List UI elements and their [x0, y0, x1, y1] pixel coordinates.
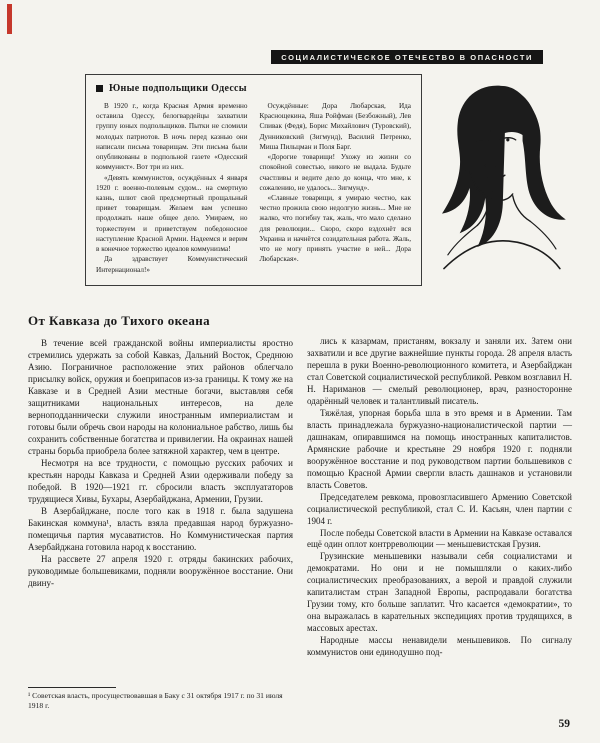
running-header: СОЦИАЛИСТИЧЕСКОЕ ОТЕЧЕСТВО В ОПАСНОСТИ: [271, 50, 543, 64]
page-number: 59: [558, 718, 570, 730]
paragraph: Несмотря на все трудности, с помощью русских рабочих и крестьян народы Кавказа и Средней Азии одерживали победу за победой. В 1920—1921 гг. сбросили власть эксплуататоров трудящиеся Хивы, Бухары, Азербайджана, Армении, Грузии.: [28, 457, 293, 504]
box-column-left: [96, 101, 248, 275]
paragraph: Председателем ревкома, провозгласившего Армению Советской социалистической республикой, стал С. И. Касьян, член партии с 1904 г.: [307, 491, 572, 526]
paragraph: После победы Советской власти в Армении на Кавказе оставался ещё один оплот контрреволюции — меньшевистская Грузия.: [307, 527, 572, 550]
paragraph: Осуждённые: Дора Любарская, Ида Краснощекина, Яша Ройфман (Безбожный), Лев Спивак (Федя), Борис Михайлович (Туровский), Дунниковский (Зигмунд), Василий Петренко, Миша Пильцман и Поля Барг.: [259, 102, 411, 151]
paragraph: В течение всей гражданской войны империалисты яростно стремились удержать за собой Кавказ, Дальний Восток, Среднюю Азию. Пограничное расположение этих районов облегчало присылку войск, оружия и боеприпасов из-за границы. К тому же на Кавказе и в Средней Азии местные богачи, выставляя себя защитниками национальных интересов, на деле верноподданнически служили иностранным империалистам и готовы были обречь свои народы на колониальное рабство, лишь бы сохранить собственные богатства и привилегии. На окраинах нашей страны борьба приобрела более затяжной характер, чем в центре.: [28, 338, 293, 456]
footnote-rule: [28, 687, 116, 688]
square-bullet-icon: [96, 85, 103, 92]
main-text-area: [28, 312, 572, 712]
paragraph: В 1920 г., когда Красная Армия временно оставила Одессу, белогвардейцы захватили группу юных подпольщиков. Пытки не сломили молодых патриотов. В ночь перед казнью они написали письма товарищам. Эти письма были опубликованы в подпольной газете «Одесский коммунист». Вот три из них.: [96, 102, 248, 172]
box-title-row: [96, 83, 411, 94]
box-title: Юные подпольщики Одессы: [109, 83, 247, 94]
paragraph: «Дорогие товарищи! Ухожу из жизни со спокойной совестью, никого не выдала. Будьте счастливы и ведите дело до конца, что мне, к сожалению, не удалось... Зигмунд».: [259, 153, 411, 192]
paragraph: Народные массы ненавидели меньшевиков. По сигналу коммунистов они единодушно под-: [307, 635, 572, 658]
paragraph: Да здравствует Коммунистический Интернационал!»: [96, 255, 248, 274]
paragraph: Грузинские меньшевики называли себя социалистами и демократами. Но они и не помышляли о каких-либо социалистических преобразованиях, а верой и правдой служили капиталистам стран Западной Европы, распродавали богатства Грузии тому, кто больше заплатит. Что касается «демократии», то она выражалась в карательных экспедициях против трудящихся, в массовых арестах.: [307, 551, 572, 634]
paragraph: Тяжёлая, упорная борьба шла в это время и в Армении. Там власть принадлежала буржуазно-националистической партии — дашнакам, опиравшимся на помощь иностранных капиталистов. Армянские рабочие и крестьяне 29 ноября 1920 г. подняли вооружённое восстание и под руководством партии большевиков с помощью Красной Армии свергли власть дашнаков и установили власть Советов.: [307, 407, 572, 490]
footnote-text: ¹ Советская власть, просуществовавшая в Баку с 31 октября 1917 г. по 31 июля 1918 г.: [28, 690, 283, 711]
paragraph: лись к казармам, пристаням, вокзалу и заняли их. Затем они захватили и все другие важнейшие пункты города. 28 апреля власть перешла в руки Военно-революционного комитета, и Азербайджан стал Советской социалистической республикой. Ревком возглавил Н. Н. Нариманов — смелый революционер, врач, разносторонне одарённый человек и талантливый писатель.: [307, 336, 572, 406]
portrait-illustration: [424, 76, 572, 302]
paragraph: В Азербайджане, после того как в 1918 г. была задушена Бакинская коммуна¹, власть взяла предавшая народ буржуазно-помещичья партия мусаватистов. Но Коммунистическая партия Азербайджана готовила народ к восстанию.: [28, 505, 293, 552]
section-heading: От Кавказа до Тихого океана: [28, 313, 211, 328]
red-margin-mark: [7, 4, 12, 34]
main-column-right: [307, 312, 572, 712]
sidebar-story-box: [85, 74, 422, 286]
paragraph: «Девять коммунистов, осуждённых 4 января 1920 г. военно-полевым судом... на смертную казнь, шлют свой предсмертный прощальный привет товарищам. Желаем вам успешно продолжать наше общее дело. Умираем, но торжествуем и приветствуем победоносное наступление Красной Армии. Надеемся и верим в конечное торжество идеалов коммунизма!: [96, 173, 248, 254]
box-column-right: [260, 101, 412, 275]
paragraph: На рассвете 27 апреля 1920 г. отряды бакинских рабочих, руководимые большевиками, подняли вооружённое восстание. Они двину-: [28, 553, 293, 588]
footnote: [28, 687, 293, 712]
main-column-left: [28, 312, 293, 712]
paragraph: «Славные товарищи, я умираю честно, как честно прожила свою недолгую жизнь... Мне не жалко, что погибну так, жаль, что мало сделано для революции... Скоро, скоро вздохнёт вся Украина и начнётся созидательная работа. Жаль, что не могу принять участие в ней... Дора Любарская».: [259, 193, 411, 264]
box-columns: [96, 101, 411, 275]
